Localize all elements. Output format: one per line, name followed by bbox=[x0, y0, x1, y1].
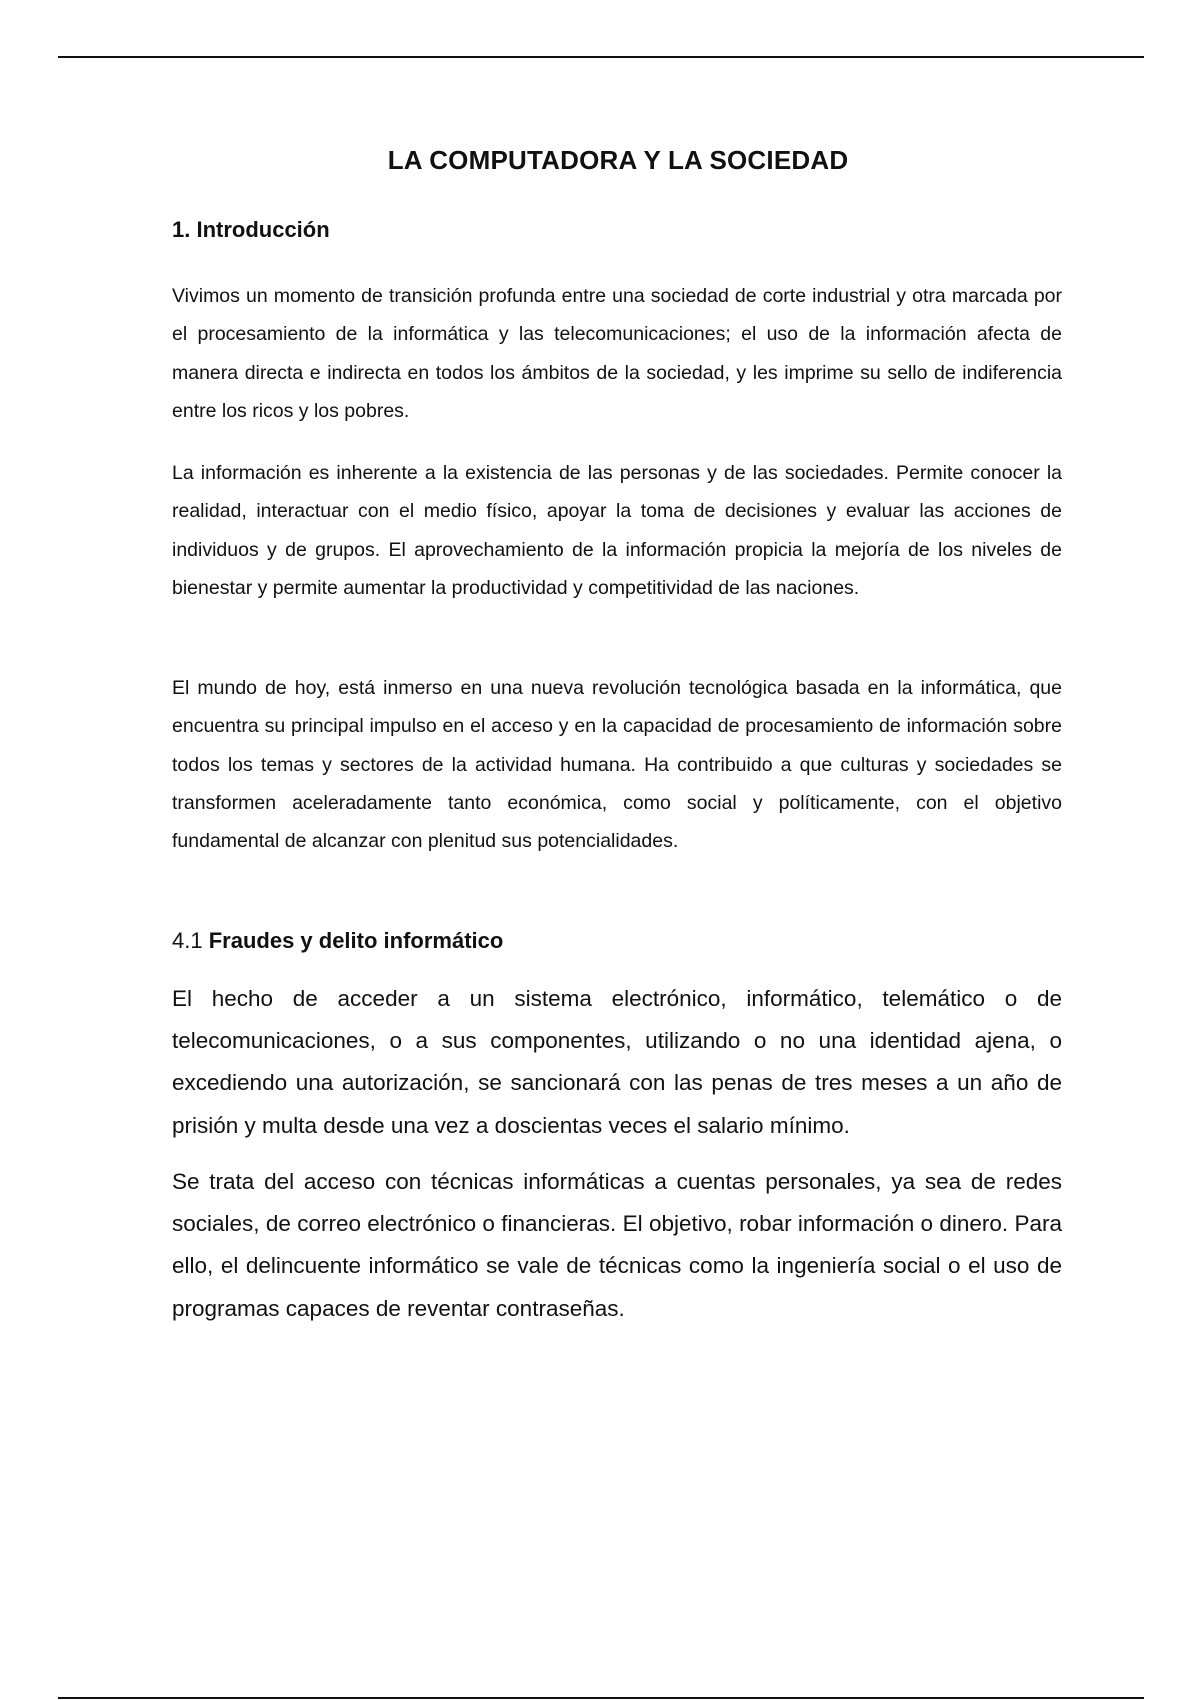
intro-paragraph-1: Vivimos un momento de transición profunda entre una sociedad de corte industrial y otra marcada por el procesamiento de la informática y las telecomunicaciones; el uso de la información afecta de manera directa e indirecta en todos los ámbitos de la sociedad, y les imprime su sello de indiferencia entre los ricos y los pobres. bbox=[172, 285, 1062, 422]
fraud-heading bbox=[172, 927, 1062, 955]
intro-heading: 1. Introducción bbox=[172, 217, 330, 242]
intro-paragraph-3: El mundo de hoy, está inmerso en una nueva revolución tecnológica basada en la informática, que encuentra su principal impulso en el acceso y en la capacidad de procesamiento de información sobre todos los temas y sectores de la actividad humana. Ha contribuido a que culturas y sociedades se transformen aceleradamente tanto económica, como social y políticamente, con el objetivo fundamental de alcanzar con plenitud sus potencialidades. bbox=[172, 677, 1062, 853]
fraud-paragraph-2: Se trata del acceso con técnicas informáticas a cuentas personales, ya sea de redes sociales, de correo electrónico o financieras. El objetivo, robar información o dinero. Para ello, el delincuente informático se vale de técnicas como la ingeniería social o el uso de programas capaces de reventar contraseñas. bbox=[172, 1169, 1062, 1321]
fraud-heading-text: Fraudes y delito informático bbox=[208, 928, 504, 953]
bottom-rule bbox=[58, 1697, 1144, 1699]
fraud-paragraph-1: El hecho de acceder a un sistema electrónico, informático, telemático o de telecomunicaciones, o a sus componentes, utilizando o no una identidad ajena, o excediendo una autorización, se sancionará con las penas de tres meses a un año de prisión y multa desde una vez a doscientas veces el salario mínimo. bbox=[172, 986, 1062, 1138]
document-title: LA COMPUTADORA Y LA SOCIEDAD bbox=[387, 145, 849, 175]
intro-paragraph-2: La información es inherente a la existencia de las personas y de las sociedades. Permite conocer la realidad, interactuar con el medio físico, apoyar la toma de decisiones y evaluar las acciones de individuos y de grupos. El aprovechamiento de la información propicia la mejoría de los niveles de bienestar y permite aumentar la productividad y competitividad de las naciones. bbox=[172, 462, 1062, 599]
fraud-heading-number: 4.1 bbox=[172, 928, 203, 953]
top-rule bbox=[58, 56, 1144, 58]
